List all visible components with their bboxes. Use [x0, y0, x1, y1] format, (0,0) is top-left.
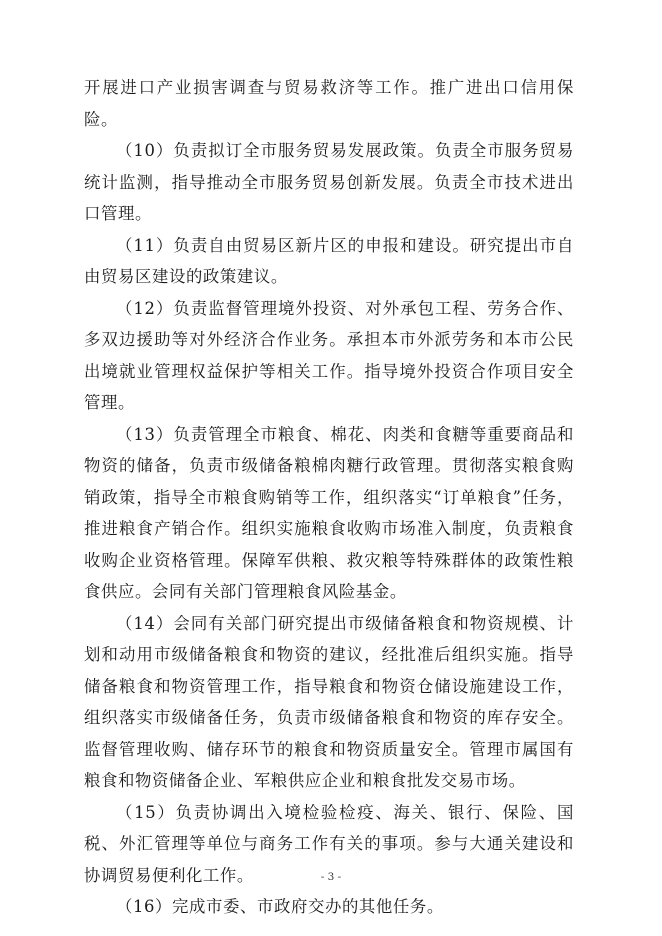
paragraph-item-11: （11）负责自由贸易区新片区的申报和建设。研究提出市自由贸易区建设的政策建议。: [84, 235, 574, 286]
page-number: - 3 -: [320, 871, 342, 883]
paragraph-item-14: （14）会同有关部门研究提出市级储备粮食和物资规模、计划和动用市级储备粮食和物资的建议，经批准后组织实施。指导储备粮食和物资管理工作，指导粮食和物资仓储设施建设工作，组织落实市级储备任务，负责市级储备粮食和物资的库存安全。监督管理收购、储存环节的粮食和物资质量安全。管理市属国有粮食和物资储备企业、军粮供应企业和粮食批发交易市场。: [84, 613, 574, 790]
document-body: [84, 72, 574, 923]
paragraph-item-10: （10）负责拟订全市服务贸易发展政策。负责全市服务贸易统计监测，指导推动全市服务贸易创新发展。负责全市技术进出口管理。: [84, 141, 574, 223]
paragraph-continuation: 开展进口产业损害调查与贸易救济等工作。推广进出口信用保险。: [84, 78, 574, 129]
paragraph-item-13: （13）负责管理全市粮食、棉花、肉类和食糖等重要商品和物资的储备，负责市级储备粮棉肉糖行政管理。贯彻落实粮食购销政策，指导全市粮食购销等工作，组织落实“订单粮食”任务，推进粮食产销合作。组织实施粮食收购市场准入制度，负责粮食收购企业资格管理。保障军供粮、救灾粮等特殊群体的政策性粮食供应。会同有关部门管理粮食风险基金。: [84, 424, 574, 601]
paragraph-item-12: （12）负责监督管理境外投资、对外承包工程、劳务合作、多双边援助等对外经济合作业务。承担本市外派劳务和本市公民出境就业管理权益保护等相关工作。指导境外投资合作项目安全管理。: [84, 298, 574, 412]
paragraph-item-15: （15）负责协调出入境检验检疫、海关、银行、保险、国税、外汇管理等单位与商务工作有关的事项。参与大通关建设和协调贸易便利化工作。: [84, 802, 574, 885]
paragraph-item-16: （16）完成市委、市政府交办的其他任务。: [116, 897, 444, 916]
